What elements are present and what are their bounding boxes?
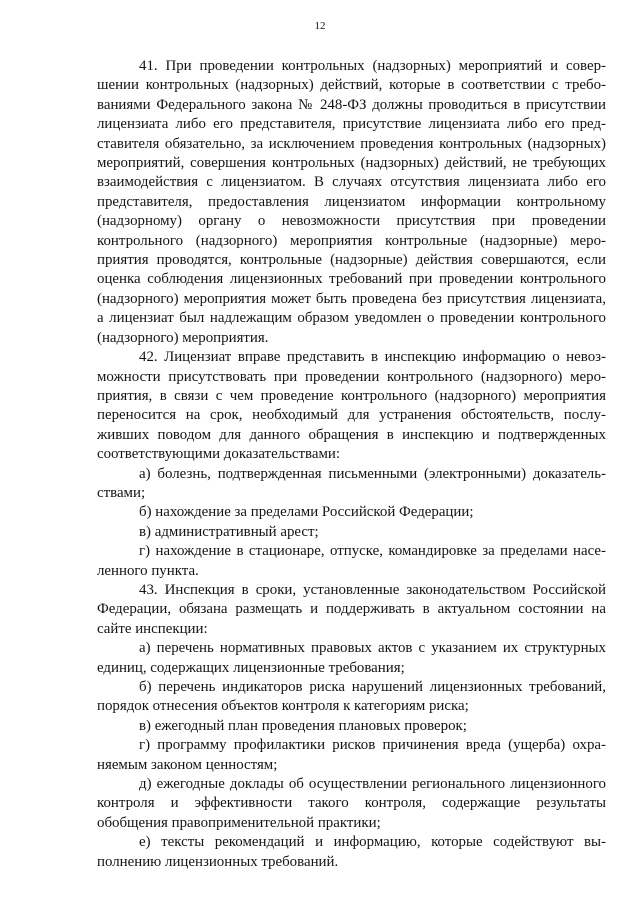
list-item-42-v: в) административный арест; [139, 523, 319, 540]
list-item-43-v: в) ежегодный план проведения плановых проверок; [139, 717, 467, 734]
document-body [97, 57, 606, 872]
list-item-42-g: г) нахождение в стационаре, отпуске, командировке за пределами населенного пункта. [97, 543, 606, 579]
list-item-43-d: д) ежегодные доклады об осуществлении регионального лицензионного контроля и эффективности такого контроля, содержащие результаты обобщения правоприменительной практики; [97, 776, 606, 831]
list-item-42-a: а) болезнь, подтвержденная письменными (электронными) доказательствами; [97, 465, 606, 501]
paragraph-41: 41. При проведении контрольных (надзорных) мероприятий и совершении контрольных (надзорных) действий, которые в соответствии с требованиями Федерального закона № 248-ФЗ должны проводиться в присутствии лицензиата либо его представителя, присутствие лицензиата либо его представителя обязательно, за исключением проведения контрольных (надзорных) мероприятий, совершения контрольных (надзорных) действий, не требующих взаимодействия с лицензиатом. В случаях отсутствия лицензиата либо его представителя, предоставления лицензиатом информации контрольному (надзорному) органу о невозможности присутствия при проведении контрольного (надзорного) мероприятия контрольные (надзорные) мероприятия проводятся, контрольные (надзорные) действия совершаются, если оценка соблюдения лицензионных требований при проведении контрольного (надзорного) мероприятия может быть проведена без присутствия лицензиата, а лицензиат был надлежащим образом уведомлен о проведении контрольного (надзорного) мероприятия. [97, 58, 606, 346]
list-item-42-b: б) нахождение за пределами Российской Федерации; [139, 504, 474, 521]
list-item-43-g: г) программу профилактики рисков причинения вреда (ущерба) охраняемым законом ценностям; [97, 737, 606, 773]
paragraph-42: 42. Лицензиат вправе представить в инспекцию информацию о невозможности присутствовать при проведении контрольного (надзорного) мероприятия, в связи с чем проведение контрольного (надзорного) мероприятия переносится на срок, необходимый для устранения обстоятельств, послуживших поводом для данного обращения в инспекцию и подтвержденных соответствующими доказательствами: [97, 349, 606, 463]
list-item-43-e: е) тексты рекомендаций и информацию, которые содействуют выполнению лицензионных требований. [97, 834, 606, 870]
list-item-43-a: а) перечень нормативных правовых актов с указанием их структурных единиц, содержащих лицензионные требования; [97, 640, 606, 676]
paragraph-43: 43. Инспекция в сроки, установленные законодательством Российской Федерации, обязана размещать и поддерживать в актуальном состоянии на сайте инспекции: [97, 581, 606, 637]
page-number: 12 [314, 20, 326, 32]
list-item-43-b: б) перечень индикаторов риска нарушений лицензионных требований, порядок отнесения объектов контроля к категориям риска; [97, 679, 606, 715]
